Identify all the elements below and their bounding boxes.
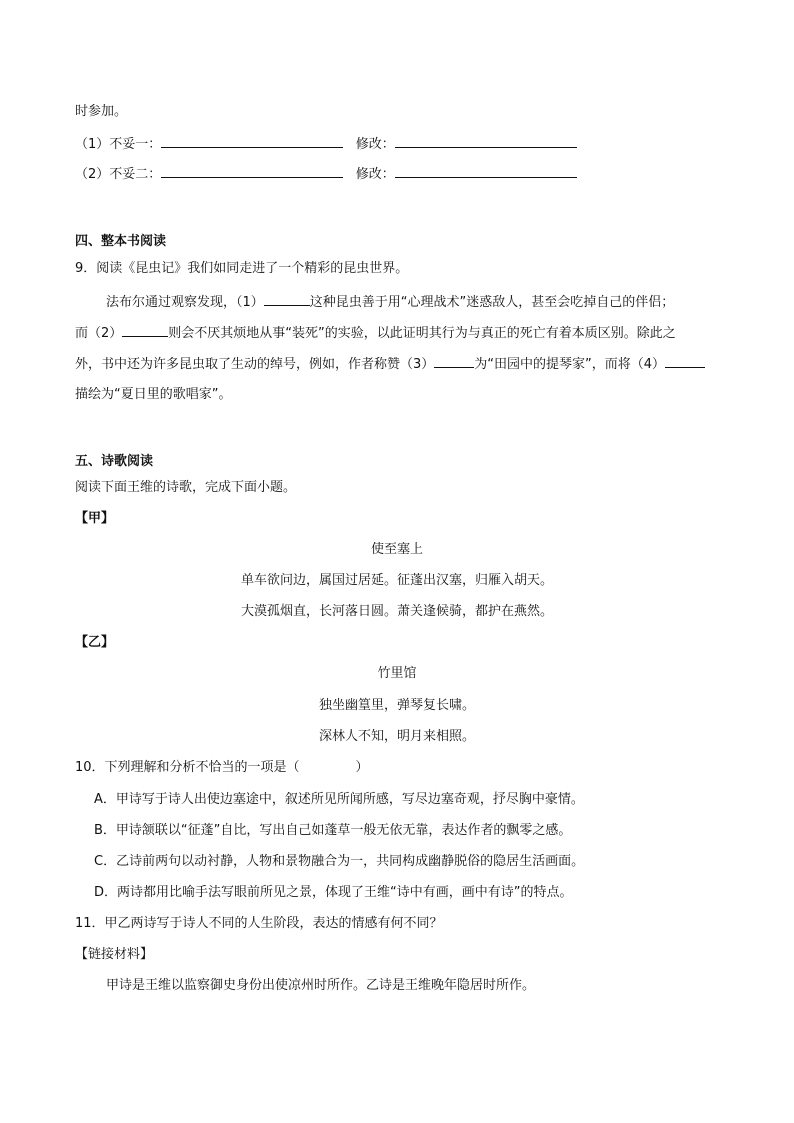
q8-item-2-prefix: （2）不妥二： (75, 167, 162, 182)
poem-b-line-2: 深林人不知，明月来相照。 (318, 729, 475, 744)
q9-text: 而（2） (75, 326, 123, 341)
answer-blank[interactable] (161, 165, 343, 178)
q8-item-2 (75, 165, 577, 184)
q8-item-1-mid: 修改： (355, 137, 395, 152)
section-5-intro: 阅读下面王维的诗歌，完成下面小题。 (75, 480, 297, 495)
poem-a-line-1: 单车欲问边，属国过居延。征蓬出汉塞，归雁入胡天。 (240, 573, 553, 588)
q9-stem: 9．阅读《昆虫记》我们如同走进了一个精彩的昆虫世界。 (75, 261, 409, 276)
q9-text: 外，书中还为许多昆虫取了生动的绰号，例如，作者称赞（3） (75, 357, 435, 372)
poem-b-line-1: 独坐幽篁里，弹琴复长啸。 (318, 698, 475, 713)
answer-blank[interactable] (434, 355, 474, 368)
link-material-label: 【链接材料】 (75, 947, 154, 962)
q10-text: ） (355, 760, 369, 775)
q9-para-line-3 (75, 355, 705, 374)
q10-text: 10．下列理解和分析不恰当的一项是（ (75, 760, 300, 775)
q9-para-line-2 (75, 324, 676, 343)
q9-para-line-1 (106, 293, 674, 312)
answer-blank[interactable] (665, 355, 705, 368)
q9-para-line-4: 描绘为“夏日里的歌唱家”。 (75, 387, 232, 402)
q9-text: 为“田园中的提琴家”，而将（4） (474, 357, 666, 372)
poem-a-label: 【甲】 (75, 511, 115, 526)
q10-option-c: C．乙诗前两句以动衬静，人物和景物融合为一，共同构成幽静脱俗的隐居生活画面。 (94, 854, 585, 869)
answer-blank[interactable] (264, 293, 310, 306)
q8-item-2-mid: 修改： (355, 167, 395, 182)
answer-blank[interactable] (395, 165, 577, 178)
q10-option-d: D．两诗都用比喻手法写眼前所见之景，体现了王维“诗中有画，画中有诗”的特点。 (94, 885, 573, 900)
q9-text: 这种昆虫善于用“心理战术”迷惑敌人，甚至会吃掉自己的伴侣； (309, 295, 675, 310)
poem-b-title: 竹里馆 (377, 666, 417, 681)
poem-b-label: 【乙】 (75, 635, 115, 650)
q8-item-1 (75, 135, 577, 154)
q9-text: 则会不厌其烦地从事“装死”的实验，以此证明其行为与真正的死亡有着本质区别。除此之 (168, 326, 676, 341)
section-4-heading: 四、整本书阅读 (75, 234, 167, 249)
answer-blank[interactable] (161, 135, 343, 148)
answer-blank[interactable] (122, 324, 168, 337)
q11-stem: 11．甲乙两诗写于诗人不同的人生阶段，表达的情感有何不同？ (75, 916, 443, 931)
q10-stem (75, 759, 369, 777)
answer-blank[interactable] (395, 135, 577, 148)
section-5-heading: 五、诗歌阅读 (75, 454, 154, 469)
q10-option-a: A．甲诗写于诗人出使边塞途中，叙述所见所闻所感，写尽边塞奇观，抒尽胸中豪情。 (94, 792, 584, 807)
link-material-text: 甲诗是王维以监察御史身份出使凉州时所作。乙诗是王维晚年隐居时所作。 (106, 978, 536, 993)
q10-option-b: B．甲诗颔联以“征蓬”自比，写出自己如蓬草一般无依无靠，表达作者的飘零之感。 (94, 823, 572, 838)
poem-a-line-2: 大漠孤烟直，长河落日圆。萧关逢候骑，都护在燕然。 (240, 604, 553, 619)
q8-item-1-prefix: （1）不妥一： (75, 137, 162, 152)
poem-a-title: 使至塞上 (370, 542, 423, 557)
q9-text: 法布尔通过观察发现，（1） (106, 295, 264, 310)
q8-tail-text: 时参加。 (75, 104, 128, 119)
